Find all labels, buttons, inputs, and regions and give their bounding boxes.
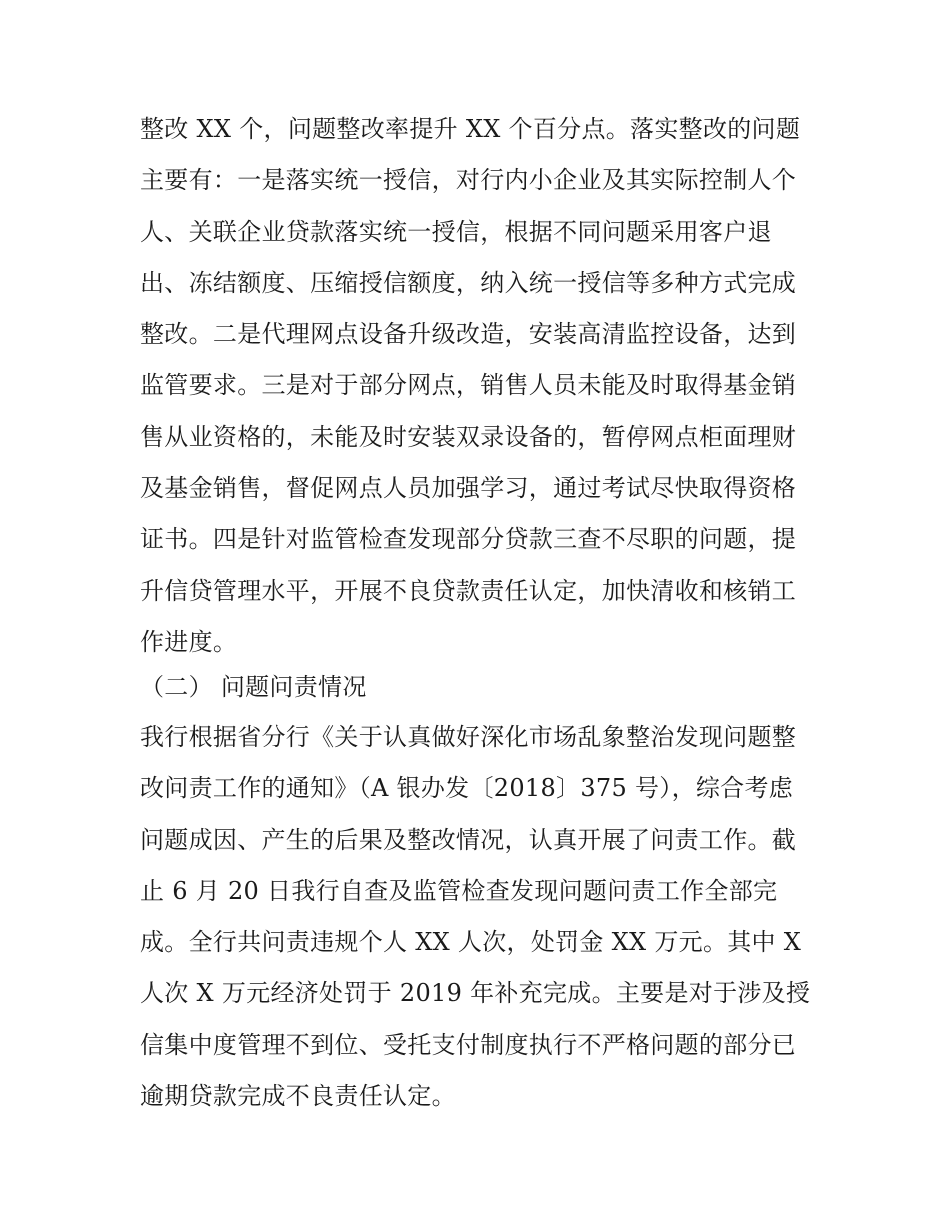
paragraph-line: 出、冻结额度、压缩授信额度，纳入统一授信等多种方式完成 (140, 268, 797, 297)
paragraph-line: 逾期贷款完成不良责任认定。 (140, 1082, 456, 1111)
paragraph-line: 及基金销售，督促网点人员加强学习，通过考试尽快取得资格 (140, 474, 797, 503)
section-heading: （二） 问题问责情况 (140, 673, 367, 701)
paragraph-line: 监管要求。三是对于部分网点，销售人员未能及时取得基金销 (140, 371, 797, 400)
section-heading-block (140, 662, 820, 713)
paragraph-line: 改问责工作的通知》（A 银办发〔2018〕375 号），综合考虑 (140, 774, 794, 803)
paragraph-line: 人、关联企业贷款落实统一授信，根据不同问题采用客户退 (140, 217, 772, 246)
paragraph-line: 人次 X 万元经济处罚于 2019 年补充完成。主要是对于涉及授 (140, 979, 811, 1008)
paragraph-line: 整改 XX 个，问题整改率提升 XX 个百分点。落实整改的问题 (140, 115, 801, 143)
paragraph-line: 证书。四是针对监管检查发现部分贷款三查不尽职的问题，提 (140, 525, 797, 554)
paragraph-line: 成。全行共问责违规个人 XX 人次，处罚金 XX 万元。其中 X (140, 928, 802, 957)
paragraph-line: 作进度。 (140, 627, 238, 656)
paragraph-line: 售从业资格的，未能及时安装双录设备的，暂停网点柜面理财 (140, 422, 797, 451)
paragraph-line: 升信贷管理水平，开展不良贷款责任认定，加快清收和核销工 (140, 576, 797, 605)
paragraph-line: 信集中度管理不到位、受托支付制度执行不严格问题的部分已 (140, 1030, 797, 1059)
accountability-paragraph (140, 712, 820, 1122)
paragraph-line: 我行根据省分行《关于认真做好深化市场乱象整治发现问题整 (140, 723, 797, 751)
paragraph-line: 整改。二是代理网点设备升级改造，安装高清监控设备，达到 (140, 320, 797, 349)
paragraph-line: 主要有：一是落实统一授信，对行内小企业及其实际控制人个 (140, 166, 797, 195)
paragraph-line: 止 6 月 20 日我行自查及监管检查发现问题问责工作全部完 (140, 876, 778, 905)
paragraph-line: 问题成因、产生的后果及整改情况，认真开展了问责工作。截 (140, 825, 797, 854)
rectification-paragraph (140, 104, 820, 668)
